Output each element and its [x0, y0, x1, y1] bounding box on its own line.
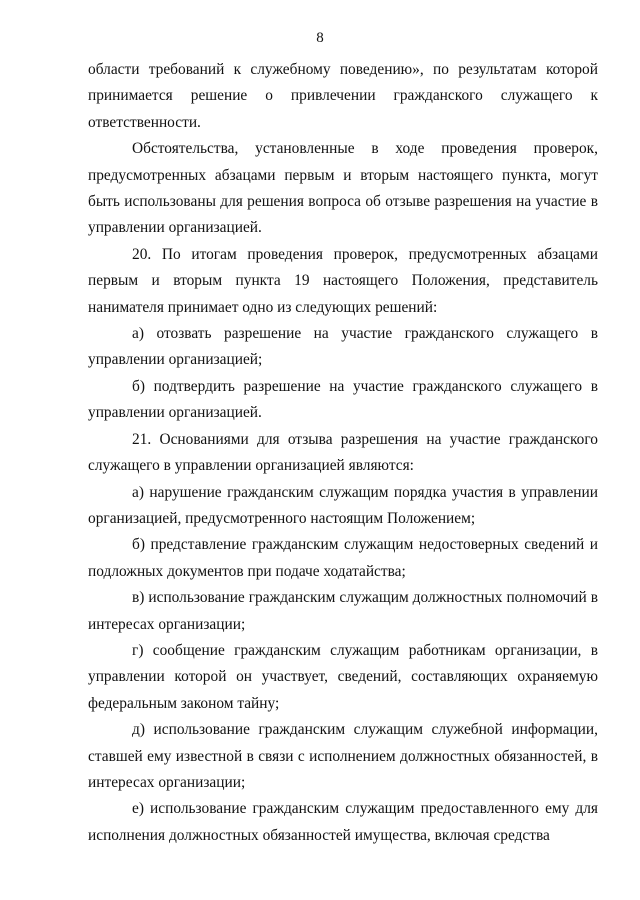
paragraph-item-21-v: в) использование гражданским служащим должностных полномочий в интересах организации;	[88, 589, 598, 633]
page-number: 8	[316, 30, 324, 46]
paragraph-item-20-b: б) подтвердить разрешение на участие гражданского служащего в управлении организацией.	[88, 377, 598, 422]
paragraph-continuation: области требований к служебному поведению», по результатам которой принимается решение о привлечении гражданского служащего к ответственности.	[88, 61, 598, 131]
document-body	[88, 57, 598, 849]
paragraph-item-20-a: а) отозвать разрешение на участие гражданского служащего в управлении организацией;	[88, 325, 598, 369]
paragraph-item-21: 21. Основаниями для отзыва разрешения на участие гражданского служащего в управлении организацией являются:	[88, 430, 598, 475]
paragraph-item-21-b: б) представление гражданским служащим недостоверных сведений и подложных документов при подаче ходатайства;	[88, 536, 598, 580]
paragraph-item-21-d: д) использование гражданским служащим служебной информации, ставшей ему известной в связи с исполнением должностных обязанностей, в интересах организации;	[88, 721, 598, 791]
paragraph-item-21-a: а) нарушение гражданским служащим порядка участия в управлении организацией, предусмотренного настоящим Положением;	[88, 483, 598, 527]
paragraph-item-21-g: г) сообщение гражданским служащим работникам организации, в управлении которой он участвует, сведений, составляющих охраняемую федеральным законом тайну;	[88, 641, 598, 712]
paragraph-item-21-e: е) использование гражданским служащим предоставленного ему для исполнения должностных обязанностей имущества, включая средства	[88, 800, 598, 844]
paragraph-item-20: 20. По итогам проведения проверок, предусмотренных абзацами первым и вторым пункта 19 настоящего Положения, представитель нанимателя принимает одно из следующих решений:	[88, 245, 598, 316]
paragraph-circumstances: Обстоятельства, установленные в ходе проведения проверок, предусмотренных абзацами первым и вторым настоящего пункта, могут быть использованы для решения вопроса об отзыве разрешения на участие в управлении организацией.	[88, 140, 598, 237]
